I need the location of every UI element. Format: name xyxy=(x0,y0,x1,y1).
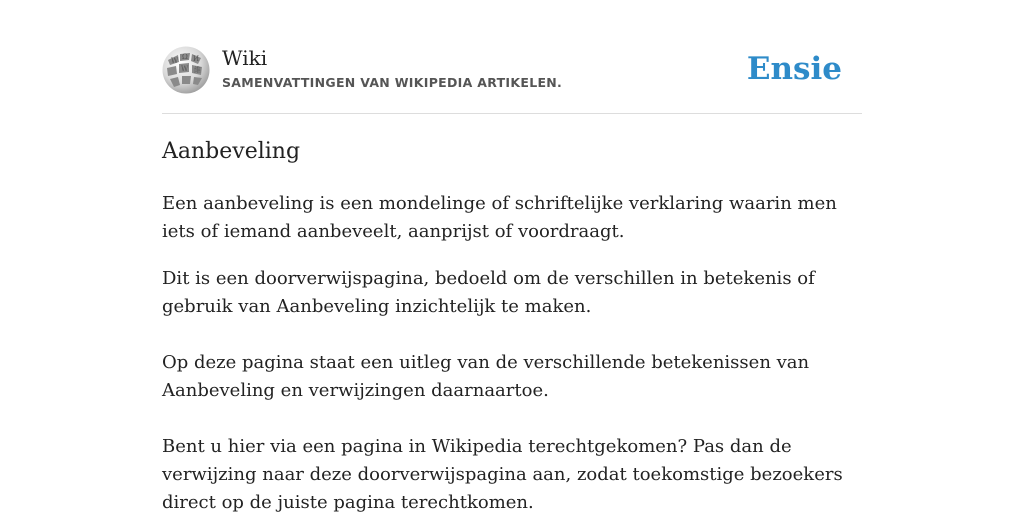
article-title: Aanbeveling xyxy=(162,139,301,164)
article-paragraph-instruction: Bent u hier via een pagina in Wikipedia terechtgekomen? Pas dan de verwijzing naar deze doorverwijspagina aan, zodat toekomstige bezoekers direct op de juiste pagina terechtkomen. xyxy=(162,436,843,512)
svg-text:W: W xyxy=(181,65,189,73)
svg-text:W: W xyxy=(171,57,179,65)
article-paragraph-disambiguation: Dit is een doorverwijspagina, bedoeld om de verschillen in betekenis of gebruik van Aanbeveling inzichtelijk te maken. xyxy=(162,268,815,317)
article-paragraph-definition: Een aanbeveling is een mondelinge of schriftelijke verklaring waarin men iets of iemand aanbeveelt, aanprijst of voordraagt. xyxy=(162,193,837,242)
content-container xyxy=(162,0,862,512)
svg-text:維: 維 xyxy=(194,66,201,74)
article-paragraph-explanation: Op deze pagina staat een uitleg van de verschillende betekenissen van Aanbeveling en verwijzingen daarnaartoe. xyxy=(162,352,810,401)
brand-logo-link[interactable]: Ensie xyxy=(746,51,842,87)
wikipedia-globe-icon[interactable] xyxy=(162,46,210,94)
site-tagline: SAMENVATTINGEN VAN WIKIPEDIA ARTIKELEN. xyxy=(222,75,563,90)
site-name[interactable]: Wiki xyxy=(222,46,268,70)
svg-text:И: И xyxy=(193,55,200,63)
svg-text:Ω: Ω xyxy=(182,53,188,61)
site-header xyxy=(162,0,862,114)
